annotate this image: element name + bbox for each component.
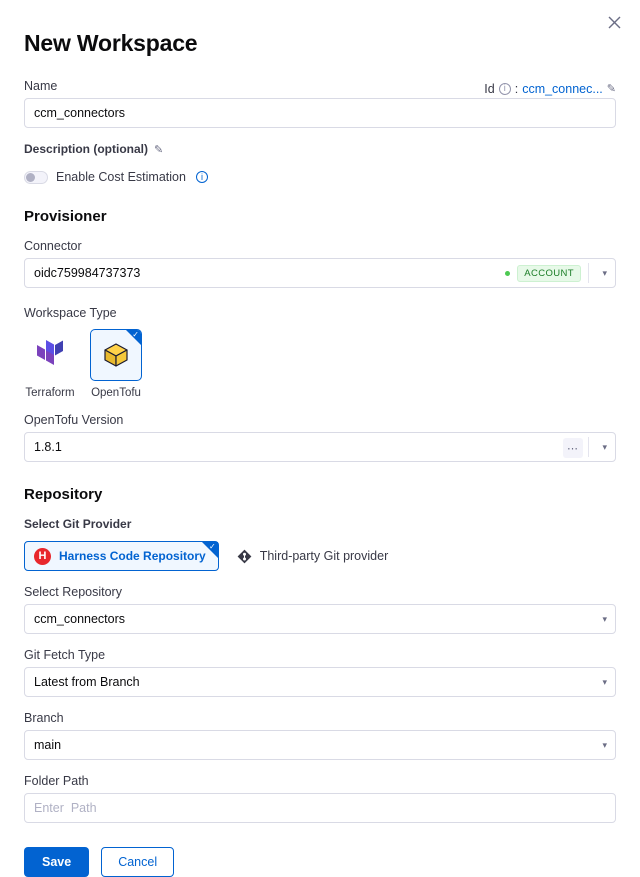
workspace-type-label: Workspace Type [24, 306, 117, 320]
terraform-icon [37, 340, 63, 370]
description-toggle-row[interactable] [24, 142, 616, 156]
folder-path-label: Folder Path [24, 774, 89, 788]
select-repository-select[interactable] [24, 604, 616, 634]
workspace-type-opentofu[interactable] [90, 329, 142, 399]
description-label: Description (optional) [24, 142, 148, 156]
cost-estimation-label: Enable Cost Estimation [56, 170, 186, 184]
version-value: 1.8.1 [34, 440, 62, 454]
id-value[interactable]: ccm_connec... [522, 81, 603, 96]
cancel-button[interactable]: Cancel [101, 847, 174, 877]
chevron-down-icon[interactable]: ▾ [602, 676, 607, 687]
cost-estimation-row[interactable] [24, 170, 616, 184]
git-fetch-type-select[interactable] [24, 667, 616, 697]
workspace-id-display [484, 82, 616, 96]
repository-section-title: Repository [24, 486, 103, 503]
branch-select[interactable] [24, 730, 616, 760]
workspace-type-terraform[interactable] [24, 329, 76, 399]
chevron-down-icon[interactable]: ▾ [602, 613, 607, 624]
chevron-down-icon[interactable]: ▾ [602, 739, 607, 750]
git-provider-third-party[interactable] [237, 549, 389, 564]
harness-logo-icon: H [34, 548, 51, 565]
close-icon[interactable] [602, 10, 626, 34]
connector-meta [505, 259, 581, 287]
info-icon: i [499, 83, 511, 95]
opentofu-version-select[interactable] [24, 432, 616, 462]
connector-label: Connector [24, 239, 82, 253]
git-provider-options [24, 541, 616, 571]
id-separator: : [514, 81, 519, 96]
git-provider-name: Third-party Git provider [259, 549, 389, 563]
git-fetch-type-value: Latest from Branch [34, 675, 140, 689]
opentofu-tile[interactable] [90, 329, 142, 381]
select-repository-label: Select Repository [24, 585, 122, 599]
provisioner-section-title: Provisioner [24, 208, 107, 225]
save-button[interactable]: Save [24, 847, 89, 877]
git-icon [237, 549, 252, 564]
name-input[interactable] [24, 98, 616, 128]
status-dot-icon [505, 271, 510, 276]
branch-label: Branch [24, 711, 64, 725]
workspace-type-name: OpenTofu [91, 387, 141, 399]
dialog-footer [24, 847, 616, 877]
toggle-knob [26, 173, 35, 182]
pencil-icon[interactable]: ✎ [606, 83, 616, 95]
select-repository-value: ccm_connectors [34, 612, 126, 626]
git-provider-label: Select Git Provider [24, 517, 132, 531]
chevron-down-icon[interactable]: ▾ [602, 267, 607, 278]
connector-value: oidc759984737373 [34, 266, 141, 280]
check-icon: ✓ [209, 542, 216, 551]
chevron-down-icon[interactable]: ▾ [602, 441, 607, 452]
branch-value: main [34, 738, 62, 752]
enable-cost-estimation-toggle[interactable] [24, 171, 48, 184]
page-title: New Workspace [24, 30, 198, 56]
id-label: Id [484, 81, 495, 96]
git-provider-name: Harness Code Repository [59, 549, 206, 563]
git-provider-harness-code[interactable] [24, 541, 219, 571]
workspace-type-options [24, 329, 616, 399]
check-icon: ✓ [132, 330, 139, 339]
version-label: OpenTofu Version [24, 413, 124, 427]
folder-path-input[interactable] [24, 793, 616, 823]
connector-select[interactable] [24, 258, 616, 288]
git-fetch-type-label: Git Fetch Type [24, 648, 106, 662]
name-label: Name [24, 79, 58, 93]
expression-picker-icon[interactable]: ⋯ [563, 438, 583, 458]
info-icon[interactable]: i [196, 171, 208, 183]
status-badge: ACCOUNT [517, 265, 581, 282]
opentofu-icon [103, 342, 129, 368]
pencil-icon[interactable]: ✎ [154, 143, 164, 156]
workspace-type-name: Terraform [25, 387, 75, 399]
terraform-tile[interactable] [24, 329, 76, 381]
